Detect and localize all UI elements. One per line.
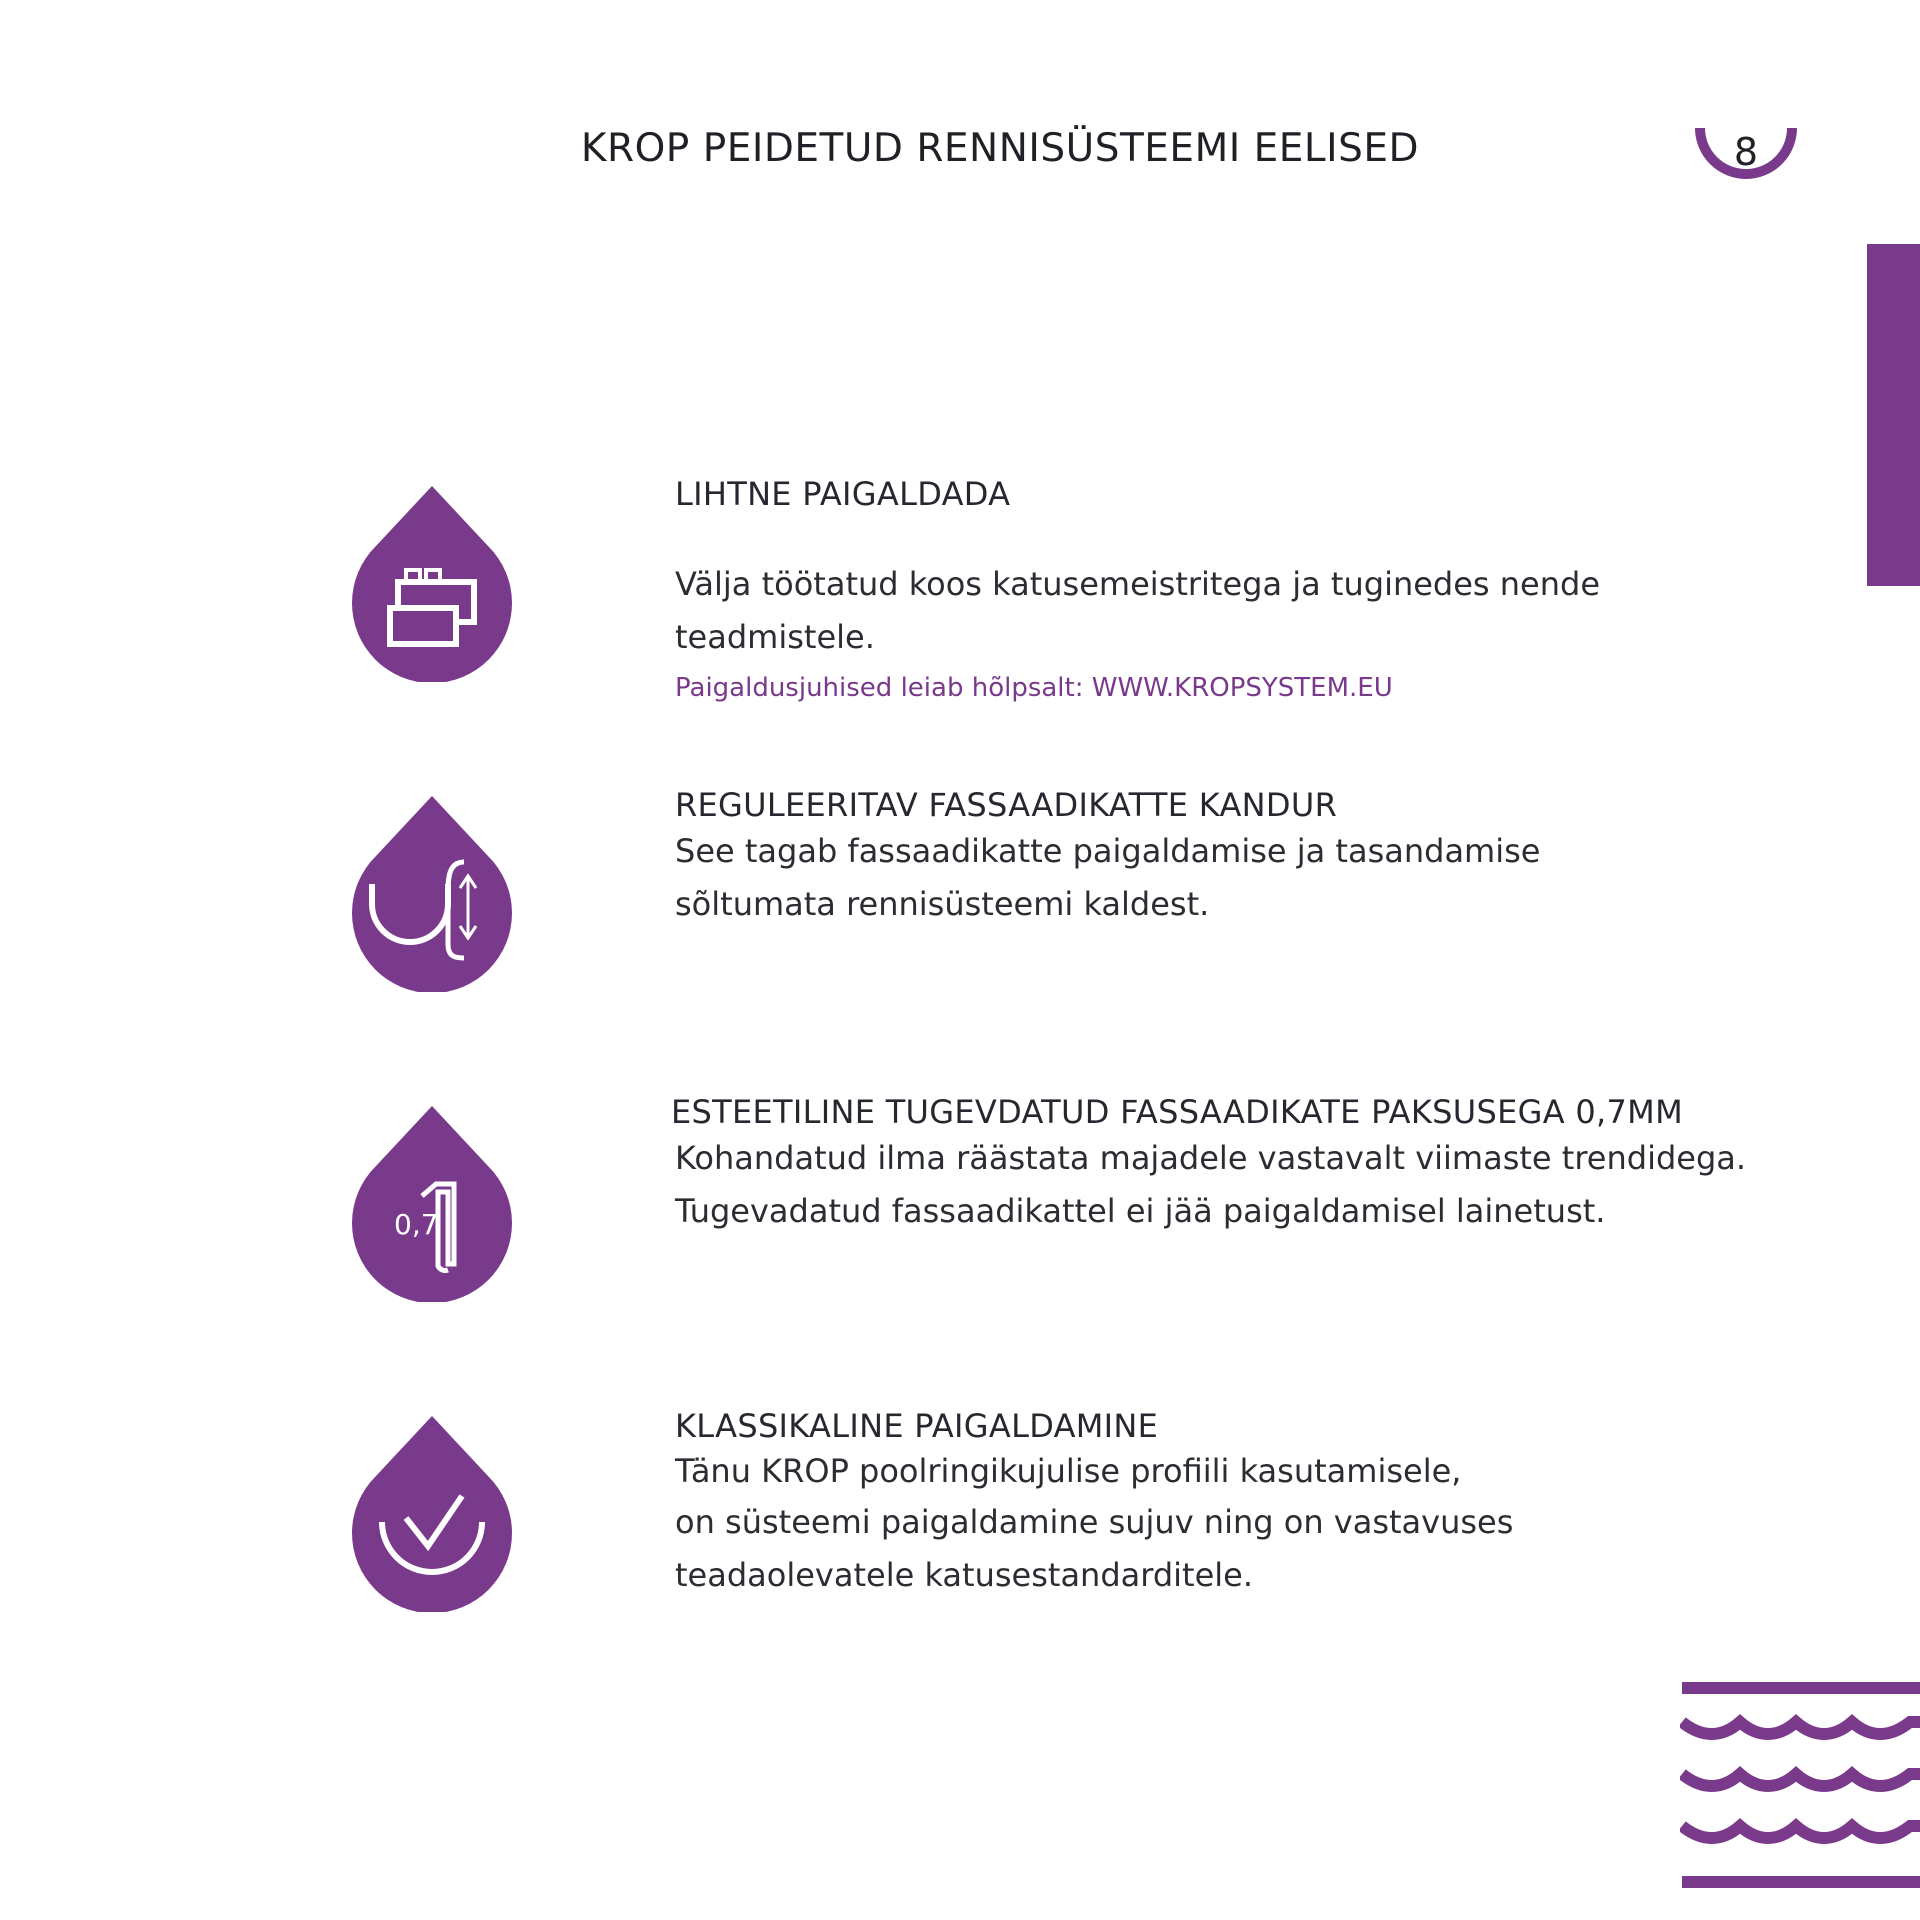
feature-heading: KLASSIKALINE PAIGALDAMINE — [675, 1407, 1159, 1445]
feature-item — [675, 1406, 1795, 1602]
feature-heading: LIHTNE PAIGALDADA — [675, 475, 1011, 513]
feature-heading: REGULEERITAV FASSAADIKATTE KANDUR — [675, 786, 1338, 824]
installation-bracket-icon — [350, 484, 514, 682]
page-number-badge — [1690, 118, 1802, 218]
checkmark-gutter-icon — [350, 1414, 514, 1612]
feature-heading: ESTEETILINE TUGEVDATUD FASSAADIKATE PAKSUSEGA 0,7MM — [671, 1093, 1683, 1131]
feature-body-line: Kohandatud ilma räästata majadele vastavalt viimaste trendidega. — [675, 1139, 1747, 1177]
thickness-profile-icon — [350, 1104, 514, 1302]
feature-body-line: Välja töötatud koos katusemeistritega ja tuginedes nende — [675, 565, 1601, 603]
feature-body-line: teadmistele. — [675, 618, 875, 656]
feature-item — [671, 1092, 1795, 1238]
page-number: 8 — [1733, 130, 1759, 174]
feature-note-link[interactable]: Paigaldusjuhised leiab hõlpsalt: WWW.KROPSYSTEM.EU — [675, 673, 1393, 703]
side-accent-bar — [1867, 244, 1920, 586]
wave-pattern-decoration — [1680, 1678, 1920, 1898]
thickness-label: 0,7 — [394, 1208, 439, 1241]
feature-body-line: on süsteemi paigaldamine sujuv ning on vastavuses — [675, 1503, 1514, 1541]
feature-body-line: teadaolevatele katusestandarditele. — [675, 1556, 1254, 1594]
feature-item — [675, 785, 1795, 931]
feature-body-line: sõltumata rennisüsteemi kaldest. — [675, 885, 1210, 923]
feature-item — [675, 474, 1795, 706]
page-title: KROP PEIDETUD RENNISÜSTEEMI EELISED — [580, 126, 1420, 171]
feature-body-line: Tugevadatud fassaadikattel ei jää paigaldamisel lainetust. — [675, 1192, 1606, 1230]
adjustable-holder-icon — [350, 794, 514, 992]
feature-body-line: See tagab fassaadikatte paigaldamise ja tasandamise — [675, 832, 1541, 870]
feature-body-line: Tänu KROP poolringikujulise profiili kasutamisele, — [675, 1452, 1462, 1490]
